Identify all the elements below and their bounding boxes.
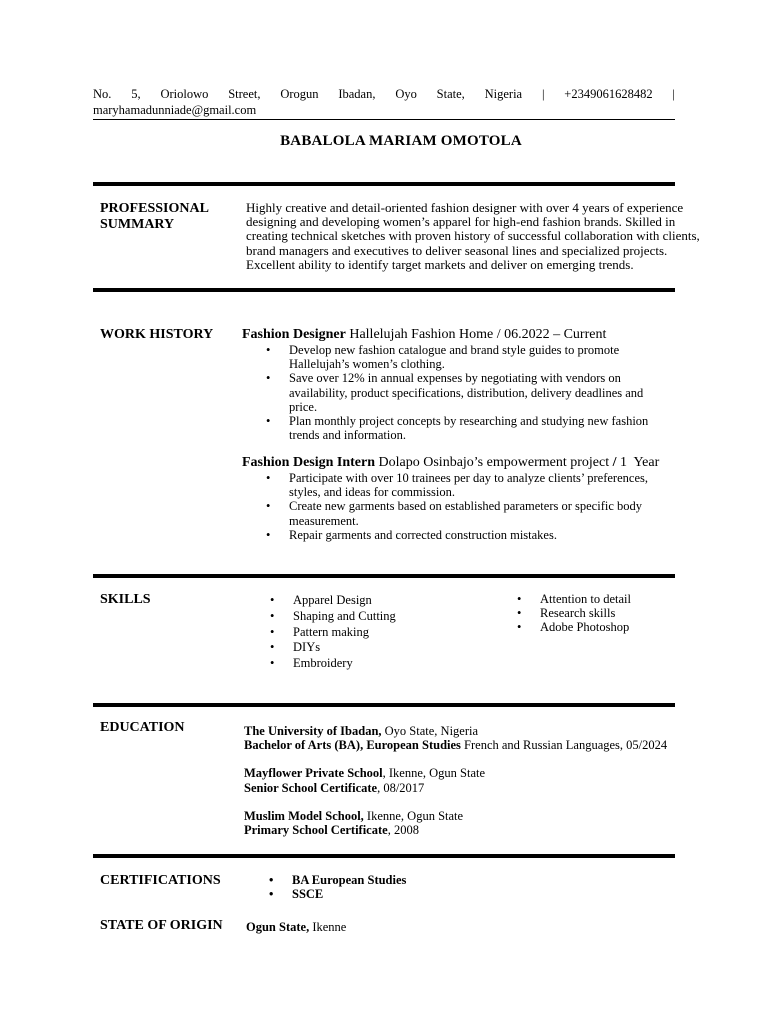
list-item: • SSCE <box>292 887 492 901</box>
list-item: • Apparel Design <box>293 592 473 608</box>
origin-town: Ikenne <box>309 920 347 934</box>
contact-address-line <box>93 86 675 102</box>
list-item: • Participate with over 10 trainees per day to analyze clients’ preferences, styles, and ideas for commission. <box>289 471 689 499</box>
qualification: Senior School Certificate <box>244 780 378 795</box>
education-title: EDUCATION <box>100 720 185 735</box>
education-entry <box>244 809 704 837</box>
section-divider <box>93 182 675 186</box>
job-detail-separator: / <box>612 455 617 470</box>
school-location: Oyo State, Nigeria <box>381 724 479 738</box>
section-divider <box>93 703 675 707</box>
address-word: Oyo <box>395 87 417 101</box>
work-history-title: WORK HISTORY <box>100 327 214 342</box>
qualification-detail: , 08/2017 <box>377 780 425 795</box>
address-word: Nigeria <box>484 87 523 101</box>
skills-list-right <box>540 592 690 635</box>
list-item: • Create new garments based on established parameters or specific body measurement. <box>289 499 689 527</box>
divider <box>93 119 675 120</box>
email-address: maryhamadunniade@gmail.com <box>93 103 257 117</box>
summary-title <box>100 201 209 233</box>
address-word: Orogun <box>280 87 319 101</box>
summary-line: designing and developing women’s apparel for high-end fashion brands. Skilled in <box>246 214 676 230</box>
skills-title: SKILLS <box>100 592 151 607</box>
section-divider <box>93 288 675 292</box>
school-name: The University of Ibadan, <box>244 724 382 738</box>
list-item: • Research skills <box>540 606 690 620</box>
qualification: Bachelor of Arts (BA), European Studies <box>244 738 461 753</box>
address-word: No. <box>93 87 112 101</box>
section-divider <box>93 854 675 858</box>
job-duration: 1 Year <box>616 455 660 470</box>
origin-state: Ogun State, <box>246 920 310 934</box>
phone-number: +2349061628482 <box>564 87 653 101</box>
education-list <box>244 724 704 851</box>
list-item: • Shaping and Cutting <box>293 608 473 624</box>
address-word: Oriolowo <box>160 87 209 101</box>
separator: | <box>541 87 545 101</box>
contact-block <box>93 86 675 118</box>
section-divider <box>93 574 675 578</box>
school-location: Ikenne, Ogun State <box>363 808 464 823</box>
list-item: • DIYs <box>293 640 473 654</box>
skills-list-left <box>293 592 473 672</box>
list-item: • Adobe Photoshop <box>540 620 690 634</box>
list-item: • Plan monthly project concepts by researching and studying new fashion trends and information. <box>289 414 689 442</box>
summary-line: Excellent ability to identify target markets and deliver on emerging trends. <box>246 256 634 272</box>
job-role: Fashion Designer <box>242 327 346 342</box>
state-of-origin-value <box>246 920 346 934</box>
education-entry <box>244 724 704 752</box>
job-role: Fashion Design Intern <box>242 455 376 470</box>
summary-line: brand managers and executives to deliver seasonal lines and specialized projects. <box>246 242 668 258</box>
certifications-list <box>292 873 492 901</box>
certifications-title: CERTIFICATIONS <box>100 873 221 888</box>
summary-text <box>246 201 716 272</box>
school-name: Mayflower Private School <box>244 766 383 781</box>
list-item: • BA European Studies <box>292 873 492 887</box>
list-item: • Attention to detail <box>540 592 690 606</box>
list-item: • Develop new fashion catalogue and brand style guides to promote Hallelujah’s women’s clothing. <box>289 343 689 371</box>
job-bullets <box>289 471 689 542</box>
job-detail: Dolapo Osinbajo’s empowerment project <box>375 455 613 470</box>
list-item: • Save over 12% in annual expenses by negotiating with vendors on availability, product specifications, distribution, delivery deadlines and price. <box>289 371 689 414</box>
education-entry <box>244 766 704 794</box>
qualification-detail: , 2008 <box>387 823 419 838</box>
job-bullets <box>289 343 689 442</box>
address-word: Street, <box>228 87 261 101</box>
address-word: Ibadan, <box>338 87 376 101</box>
list-item: • Repair garments and corrected construction mistakes. <box>289 528 689 542</box>
summary-title-line: PROFESSIONAL <box>100 201 209 216</box>
address-word: State, <box>436 87 465 101</box>
qualification-detail: French and Russian Languages, 05/2024 <box>460 738 668 753</box>
summary-line: Highly creative and detail-oriented fashion designer with over 4 years of experience <box>246 200 684 215</box>
summary-line: creating technical sketches with proven history of successful collaboration with clients, <box>246 228 700 244</box>
candidate-name: BABALOLA MARIAM OMOTOLA <box>280 133 522 149</box>
list-item: • Pattern making <box>293 624 473 640</box>
address-word: 5, <box>131 87 141 101</box>
job-heading <box>242 455 659 471</box>
qualification: Primary School Certificate <box>244 823 388 838</box>
job-heading <box>242 327 606 343</box>
list-item: • Embroidery <box>293 654 473 672</box>
school-name: Muslim Model School, <box>244 808 364 823</box>
state-of-origin-title: STATE OF ORIGIN <box>100 918 223 933</box>
job-detail: Hallelujah Fashion Home / 06.2022 – Current <box>345 327 607 342</box>
school-location: , Ikenne, Ogun State <box>382 766 486 781</box>
summary-title-line: SUMMARY <box>100 217 175 232</box>
separator: | <box>672 87 675 101</box>
